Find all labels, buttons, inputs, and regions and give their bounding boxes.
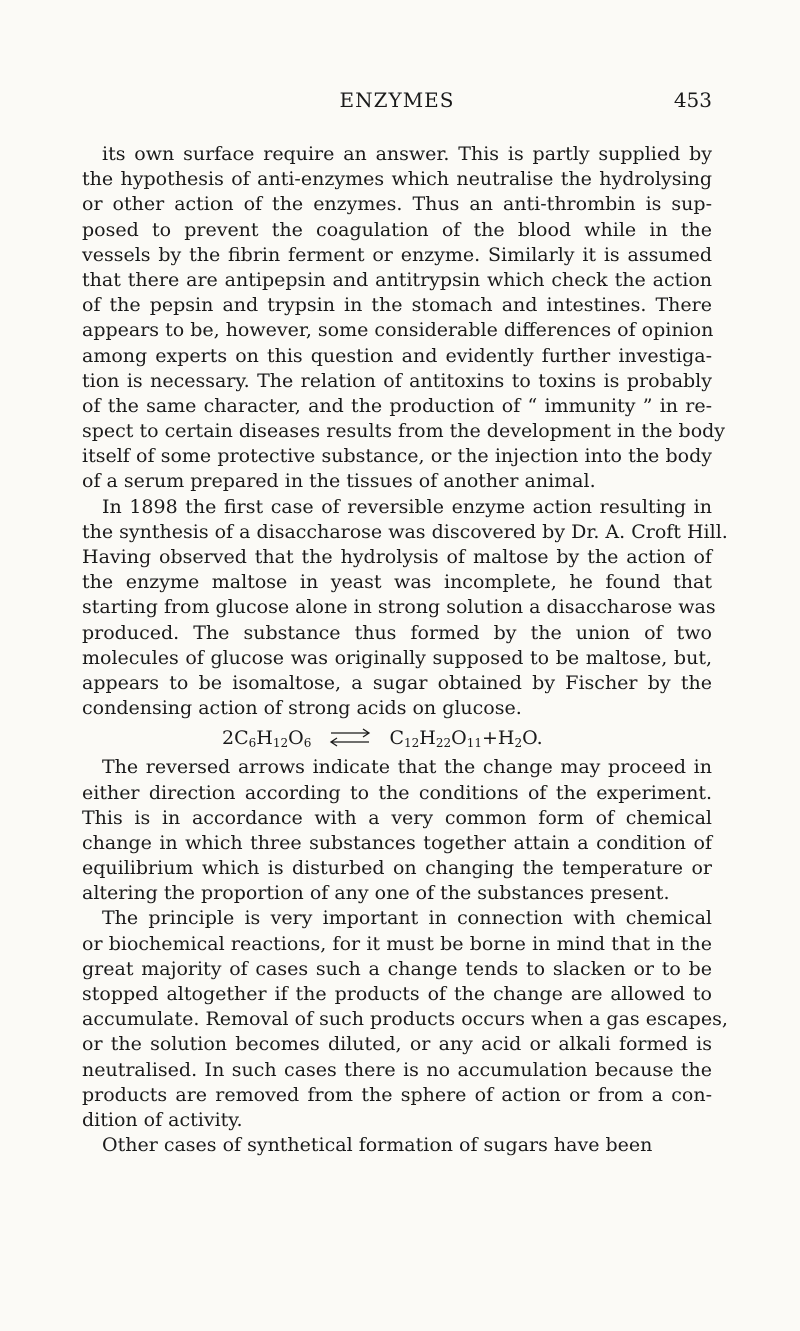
text-line: starting from glucose alone in strong solution a disaccharose was — [82, 596, 716, 619]
text-line: its own surface require an answer. This is partly supplied by — [102, 143, 712, 165]
element-symbol: C — [234, 727, 249, 750]
equation-rhs: $C_{12}H_{22}O_{11}+H_2O$. — [389, 727, 543, 751]
text-line: of the pepsin and trypsin in the stomach and intestines. There — [82, 294, 712, 317]
element-symbol: H — [497, 727, 515, 750]
text-line: produced. The substance thus formed by the union of two — [82, 621, 712, 644]
text-line: or other action of the enzymes. Thus an anti-thrombin is sup- — [82, 193, 712, 216]
element-subscript: 2 — [514, 736, 523, 751]
chemical-equation — [82, 721, 712, 755]
text-line: equilibrium which is disturbed on changing the temperature or — [82, 857, 712, 880]
text-line: altering the proportion of any one of the substances present. — [82, 882, 670, 905]
text-line: appears to be, however, some considerable differences of opinion — [82, 319, 714, 342]
element-symbol: H — [419, 727, 436, 750]
text-line: stopped altogether if the products of the change are allowed to — [82, 983, 712, 1005]
page-number: 453 — [673, 88, 712, 112]
element-symbol: C — [389, 727, 404, 750]
text-line: molecules of glucose was originally supposed to be maltose, but, — [82, 646, 712, 669]
text-line: The reversed arrows indicate that the change may proceed in — [102, 756, 712, 779]
text-line: dition of activity. — [82, 1108, 243, 1131]
text-line: itself of some protective substance, or the injection into the body — [82, 445, 712, 468]
paragraph-other-cases — [82, 1133, 712, 1158]
running-title: ENZYMES — [339, 88, 455, 112]
element-symbol: O — [451, 727, 467, 750]
text-line: or biochemical reactions, for it must be borne in mind that in the — [82, 932, 712, 955]
body-text — [82, 142, 728, 1158]
element-symbol: O — [288, 727, 304, 750]
text-line: the synthesis of a disaccharose was discovered by Dr. A. Croft Hill. — [82, 520, 728, 543]
element-symbol: O — [522, 727, 537, 750]
element-subscript: 12 — [404, 736, 420, 751]
text-line: or the solution becomes diluted, or any acid or alkali formed is — [82, 1033, 712, 1056]
text-line: of the same character, and the production of “ immunity ” in re- — [82, 394, 712, 417]
text-line: of a serum prepared in the tissues of another animal. — [82, 470, 596, 493]
paragraph-principle — [82, 906, 728, 1133]
text-line: Having observed that the hydrolysis of maltose by the action of — [82, 546, 712, 568]
text-line: great majority of cases such a change tends to slacken or to be — [82, 957, 712, 980]
paragraph-anti-enzymes — [82, 142, 726, 495]
paragraph-reversed-arrows — [82, 755, 712, 906]
text-line: posed to prevent the coagulation of the blood while in the — [82, 218, 712, 241]
text-line: that there are antipepsin and antitrypsin which check the action — [82, 268, 712, 291]
text-line: the enzyme maltose in yeast was incomplete, he found that — [82, 571, 712, 594]
element-subscript: 6 — [248, 736, 257, 751]
text-line: Other cases of synthetical formation of sugars have been — [102, 1134, 653, 1157]
element-subscript: 12 — [272, 736, 289, 751]
reversible-arrows-icon — [325, 726, 375, 748]
text-line: among experts on this question and evidently further investiga- — [82, 344, 712, 367]
text-line: products are removed from the sphere of action or from a con- — [82, 1083, 712, 1106]
text-line: condensing action of strong acids on glucose. — [82, 697, 522, 720]
running-head — [82, 88, 712, 118]
text-line: In 1898 the first case of reversible enzyme action resulting in — [102, 495, 712, 518]
text-line: spect to certain diseases results from the development in the body — [82, 420, 726, 443]
text-line: tion is necessary. The relation of antitoxins to toxins is probably — [82, 369, 712, 392]
equation-lhs: $2C_6H_{12}O_6$ — [222, 727, 312, 751]
text-line: either direction according to the conditions of the experiment. — [82, 781, 712, 804]
text-line: The principle is very important in connection with chemical — [102, 907, 712, 930]
element-subscript: 6 — [303, 736, 312, 751]
text-line: This is in accordance with a very common form of chemical — [82, 806, 712, 829]
text-line: neutralised. In such cases there is no accumulation because the — [82, 1058, 712, 1081]
text-line: the hypothesis of anti-enzymes which neutralise the hydrolysing — [82, 168, 712, 191]
text-line: accumulate. Removal of such products occurs when a gas escapes, — [82, 1008, 728, 1031]
paragraph-reversible-action — [82, 495, 728, 722]
text-line: vessels by the fibrin ferment or enzyme. Similarly it is assumed — [82, 243, 712, 266]
element-symbol: H — [256, 727, 273, 750]
text-line: appears to be isomaltose, a sugar obtained by Fischer by the — [82, 671, 712, 694]
element-subscript: 22 — [435, 736, 452, 751]
text-line: change in which three substances together attain a condition of — [82, 831, 712, 854]
element-subscript: 11 — [466, 736, 482, 751]
